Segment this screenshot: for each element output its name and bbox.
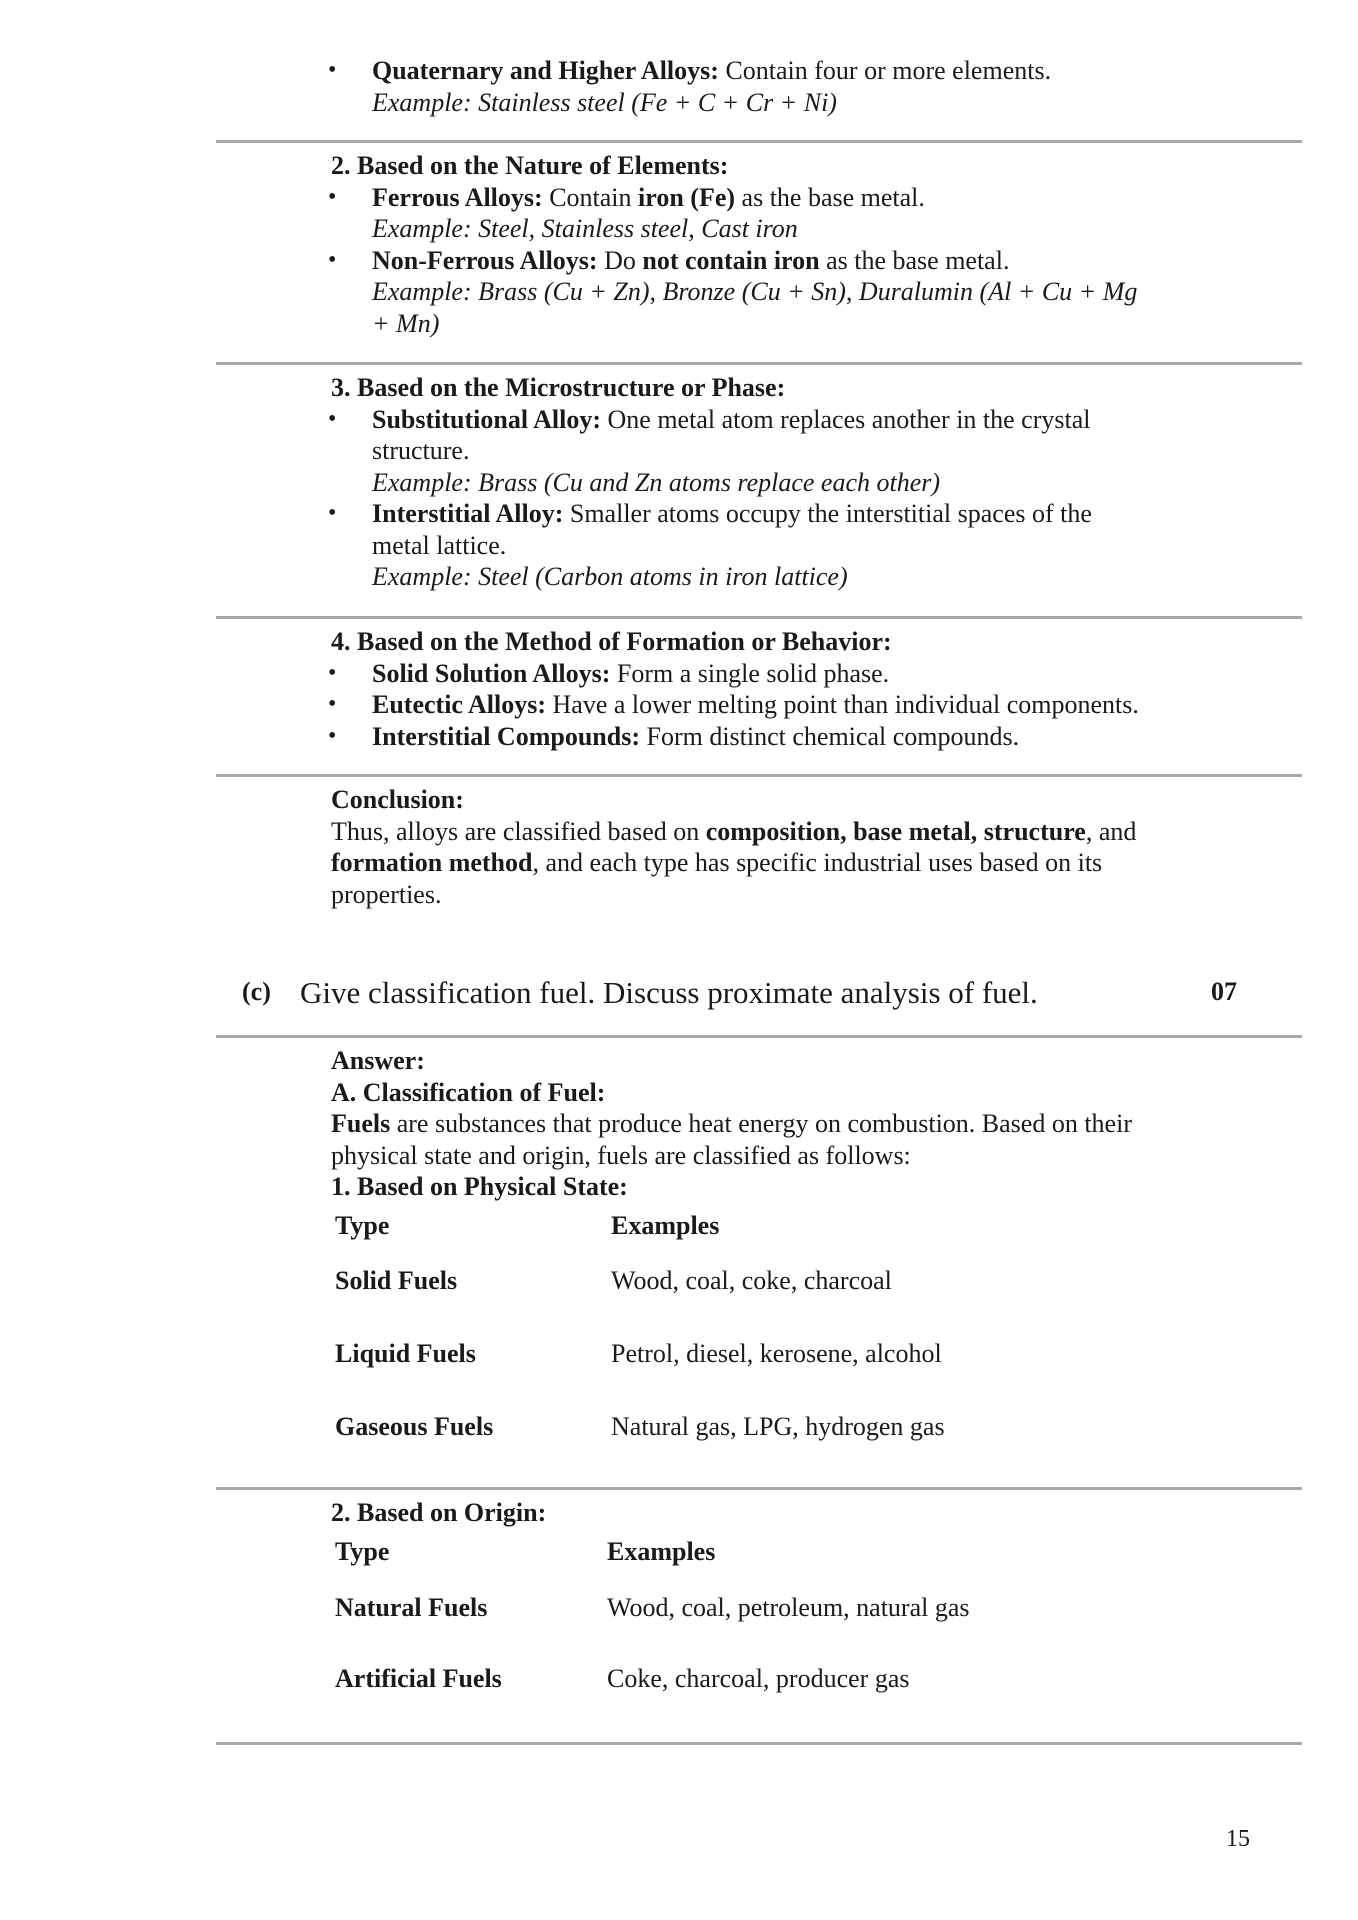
conclusion-heading: Conclusion: bbox=[331, 785, 464, 814]
answer-label: Answer: bbox=[331, 1046, 425, 1075]
nonferrous-bold: not contain iron bbox=[642, 245, 820, 275]
bullet-solid-solution bbox=[331, 658, 1191, 690]
micro-heading: 3. Based on the Microstructure or Phase: bbox=[331, 373, 786, 402]
bullet-substitutional bbox=[331, 404, 1191, 436]
micro-section bbox=[331, 372, 1191, 593]
quaternary-text: Contain four or more elements. bbox=[718, 56, 1052, 85]
table-header-examples: Examples bbox=[611, 1211, 720, 1240]
nonferrous-text-1: Do bbox=[597, 245, 643, 275]
formation-item-title: Interstitial Compounds: bbox=[372, 721, 640, 751]
subst-title: Substitutional Alloy: bbox=[372, 404, 602, 434]
formation-item-text: Form distinct chemical compounds. bbox=[639, 721, 1020, 751]
ferrous-text-1: Contain bbox=[542, 182, 639, 212]
formation-item-text: Form a single solid phase. bbox=[610, 658, 890, 688]
divider-3 bbox=[216, 616, 1302, 619]
inter-text-2: metal lattice. bbox=[372, 530, 507, 560]
conclusion-bold-1: composition, base metal, structure bbox=[705, 816, 1086, 846]
question-label: (c) bbox=[242, 977, 271, 1006]
bullet-interstitial bbox=[331, 498, 1191, 530]
ferrous-example: Example: Steel, Stainless steel, Cast iron bbox=[372, 214, 798, 243]
formation-heading: 4. Based on the Method of Formation or Behavior: bbox=[331, 627, 892, 656]
conclusion-bold-2: formation method bbox=[331, 848, 533, 877]
formation-item-text: Have a lower melting point than individual components. bbox=[546, 690, 1139, 719]
answer-heading: A. Classification of Fuel: bbox=[331, 1077, 606, 1107]
divider-2 bbox=[216, 362, 1302, 365]
bullet-nonferrous bbox=[331, 245, 1191, 277]
inter-title: Interstitial Alloy: bbox=[372, 499, 564, 528]
table-cell-examples: Coke, charcoal, producer gas bbox=[607, 1664, 910, 1693]
physical-state-table bbox=[335, 1210, 1035, 1460]
formation-item-title: Eutectic Alloys: bbox=[372, 690, 547, 719]
table-header-type: Type bbox=[335, 1211, 390, 1240]
quaternary-section bbox=[331, 55, 1191, 118]
conclusion-section bbox=[331, 784, 1191, 910]
answer-intro-bold: Fuels bbox=[331, 1109, 391, 1138]
nonferrous-text-2: as the base metal. bbox=[819, 245, 1010, 275]
table-header-examples: Examples bbox=[607, 1537, 716, 1566]
bullet-eutectic bbox=[331, 689, 1191, 721]
origin-heading: 2. Based on Origin: bbox=[331, 1498, 547, 1527]
nonferrous-title: Non-Ferrous Alloys: bbox=[372, 245, 598, 275]
answer-intro-line-2: physical state and origin, fuels are classified as follows: bbox=[331, 1140, 911, 1170]
table-cell-type: Natural Fuels bbox=[335, 1593, 488, 1622]
table-cell-type: Liquid Fuels bbox=[335, 1339, 476, 1368]
subst-example: Example: Brass (Cu and Zn atoms replace each other) bbox=[372, 467, 941, 497]
conclusion-text-2: , and bbox=[1085, 816, 1137, 846]
bullet-quaternary bbox=[331, 55, 1191, 87]
question-marks: 07 bbox=[1211, 977, 1237, 1006]
divider-7 bbox=[216, 1742, 1302, 1745]
nonferrous-example-1: Example: Brass (Cu + Zn), Bronze (Cu + Sn), Duralumin (Al + Cu + Mg bbox=[372, 277, 1138, 306]
divider-5 bbox=[216, 1035, 1302, 1038]
divider-6 bbox=[216, 1487, 1302, 1490]
quaternary-example: Example: Stainless steel (Fe + C + Cr + Ni) bbox=[372, 87, 837, 117]
conclusion-text-3: , and each type has specific industrial uses based on its bbox=[532, 848, 1103, 877]
ferrous-bold: iron (Fe) bbox=[638, 182, 736, 212]
question-text: Give classification fuel. Discuss proximate analysis of fuel. bbox=[300, 975, 1038, 1010]
conclusion-line-2 bbox=[331, 847, 1191, 879]
table-cell-examples: Wood, coal, coke, charcoal bbox=[611, 1266, 892, 1295]
divider-4 bbox=[216, 774, 1302, 777]
table-cell-examples: Petrol, diesel, kerosene, alcohol bbox=[611, 1339, 942, 1368]
divider-1 bbox=[216, 140, 1302, 143]
conclusion-line-3: properties. bbox=[331, 879, 442, 909]
formation-item-title: Solid Solution Alloys: bbox=[372, 658, 611, 688]
inter-text-1: Smaller atoms occupy the interstitial spaces of the bbox=[563, 499, 1092, 528]
origin-table bbox=[335, 1536, 1035, 1696]
page-number: 15 bbox=[1226, 1826, 1250, 1852]
table-header-type: Type bbox=[335, 1537, 390, 1566]
bullet-ferrous bbox=[331, 182, 1191, 214]
origin-section bbox=[331, 1497, 1191, 1529]
table-cell-examples: Natural gas, LPG, hydrogen gas bbox=[611, 1412, 945, 1441]
subst-text-2: structure. bbox=[372, 436, 470, 465]
answer-section bbox=[331, 1045, 1191, 1203]
nonferrous-example-2: + Mn) bbox=[372, 308, 440, 338]
nature-heading: 2. Based on the Nature of Elements: bbox=[331, 151, 729, 180]
table-cell-type: Artificial Fuels bbox=[335, 1664, 502, 1693]
physical-heading: 1. Based on Physical State: bbox=[331, 1172, 628, 1201]
quaternary-title: Quaternary and Higher Alloys: bbox=[372, 56, 719, 85]
table-cell-type: Gaseous Fuels bbox=[335, 1412, 494, 1441]
bullet-interstitial-compounds bbox=[331, 721, 1191, 753]
ferrous-title: Ferrous Alloys: bbox=[372, 182, 543, 212]
table-cell-type: Solid Fuels bbox=[335, 1266, 458, 1295]
answer-intro-line-1 bbox=[331, 1108, 1191, 1140]
table-cell-examples: Wood, coal, petroleum, natural gas bbox=[607, 1593, 970, 1622]
subst-text-1: One metal atom replaces another in the crystal bbox=[601, 404, 1091, 434]
nature-section bbox=[331, 150, 1191, 339]
conclusion-line-1 bbox=[331, 816, 1191, 848]
answer-intro-text-1: are substances that produce heat energy on combustion. Based on their bbox=[390, 1109, 1132, 1138]
ferrous-text-2: as the base metal. bbox=[735, 182, 925, 212]
formation-section bbox=[331, 626, 1191, 752]
inter-example: Example: Steel (Carbon atoms in iron lattice) bbox=[372, 562, 848, 591]
conclusion-text-1: Thus, alloys are classified based on bbox=[331, 816, 706, 846]
